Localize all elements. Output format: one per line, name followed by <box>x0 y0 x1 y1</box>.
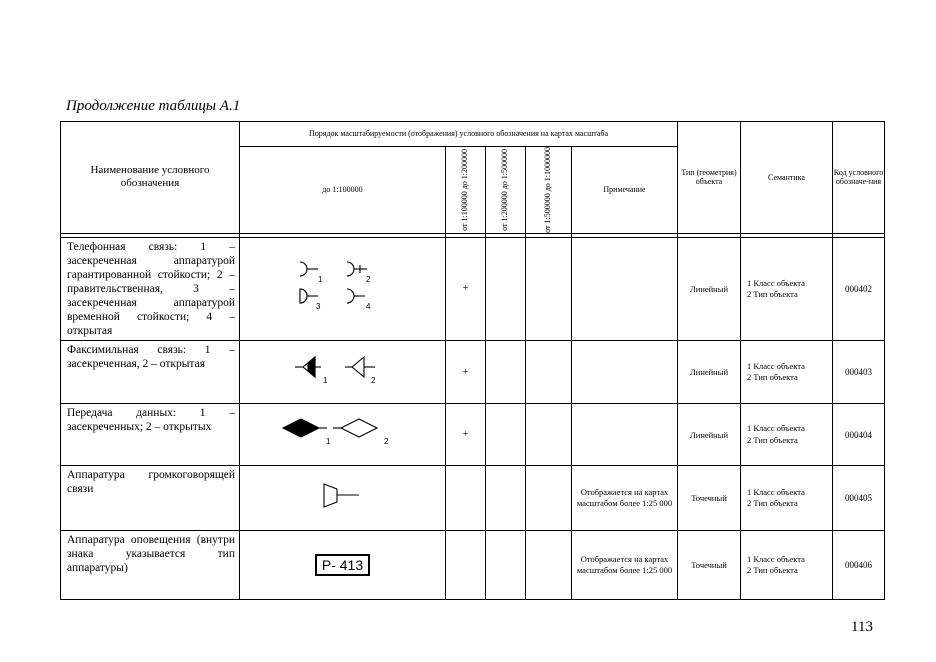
header-scale-3: от 1:200000 до 1:500000 <box>486 147 526 234</box>
symbol-cell <box>240 341 446 404</box>
header-scale-group: Порядок масштабируемости (отображения) условного обозначения на картах масштаба <box>240 122 678 147</box>
symbol-name: Передача данных: 1 – засекреченных; 2 – открытых <box>61 404 240 466</box>
row-code: 000402 <box>833 237 885 340</box>
page-number: 113 <box>851 619 873 635</box>
warning-equipment-sign: Р- 413 <box>315 554 370 576</box>
symbol-cell <box>240 237 446 340</box>
header-name: Наименование условного обозначения <box>61 122 240 234</box>
row-semantics: 1 Класс объекта 2 Тип объекта <box>741 237 833 340</box>
row-type: Точечный <box>678 466 741 531</box>
symbol-name: Аппаратура громкоговорящей связи <box>61 466 240 531</box>
symbol-label: 4 <box>365 302 370 312</box>
data-transfer-icon <box>281 416 405 448</box>
symbols-table <box>60 121 885 600</box>
row-type: Точечный <box>678 531 741 600</box>
header-scale-1: до 1:100000 <box>240 147 446 234</box>
header-code: Код условного обозначе-ния <box>833 122 885 234</box>
row-semantics: 1 Класс объекта 2 Тип объекта <box>741 404 833 466</box>
row-semantics: 1 Класс объекта 2 Тип объекта <box>741 466 833 531</box>
scale-mark: + <box>446 341 486 404</box>
symbol-cell <box>240 404 446 466</box>
scale-mark: + <box>446 237 486 340</box>
symbol-label: 3 <box>315 302 320 312</box>
table-row <box>61 531 885 600</box>
row-semantics: 1 Класс объекта 2 Тип объекта <box>741 531 833 600</box>
header-scale-2: от 1:100000 до 1:200000 <box>446 147 486 234</box>
symbol-label: 2 <box>383 437 388 447</box>
header-semantics: Семантика <box>741 122 833 234</box>
row-note <box>572 341 678 404</box>
row-code: 000405 <box>833 466 885 531</box>
telephone-icon <box>293 254 393 318</box>
symbol-cell <box>240 466 446 531</box>
symbol-cell <box>240 531 446 600</box>
row-note: Отображается на картах масштабом более 1:25 000 <box>572 466 678 531</box>
row-code: 000404 <box>833 404 885 466</box>
symbol-label: 2 <box>370 375 375 385</box>
fax-icon <box>293 353 393 387</box>
symbol-label: 1 <box>322 375 327 385</box>
header-type: Тип (геометрия) объекта <box>678 122 741 234</box>
row-code: 000406 <box>833 531 885 600</box>
table-caption: Продолжение таблицы А.1 <box>66 98 241 114</box>
scale-mark: + <box>446 404 486 466</box>
row-type: Линейный <box>678 341 741 404</box>
row-type: Линейный <box>678 237 741 340</box>
header-note: Примечание <box>572 147 678 234</box>
row-semantics: 1 Класс объекта 2 Тип объекта <box>741 341 833 404</box>
row-note <box>572 404 678 466</box>
loudspeaker-icon <box>321 481 365 511</box>
symbol-name: Факсимильная связь: 1 – засекреченная, 2 – открытая <box>61 341 240 404</box>
row-type: Линейный <box>678 404 741 466</box>
table-row <box>61 341 885 404</box>
table-row <box>61 237 885 340</box>
symbol-name: Телефонная связь: 1 – засекреченная аппаратурой гарантированной стойкости; 2 – правительственная, 3 – засекреченная аппаратурой временной стойкости; 4 – открытая <box>61 237 240 340</box>
scale-mark <box>446 466 486 531</box>
row-note: Отображается на картах масштабом более 1:25 000 <box>572 531 678 600</box>
table-row <box>61 404 885 466</box>
symbol-label: 1 <box>317 275 322 285</box>
symbol-name: Аппаратура оповещения (внутри знака указывается тип аппаратуры) <box>61 531 240 600</box>
symbol-label: 1 <box>325 437 330 447</box>
table-row <box>61 466 885 531</box>
header-scale-4: от 1:500000 до 1:1000000 <box>526 147 572 234</box>
row-code: 000403 <box>833 341 885 404</box>
symbol-label: 2 <box>365 275 370 285</box>
row-note <box>572 237 678 340</box>
scale-mark <box>446 531 486 600</box>
